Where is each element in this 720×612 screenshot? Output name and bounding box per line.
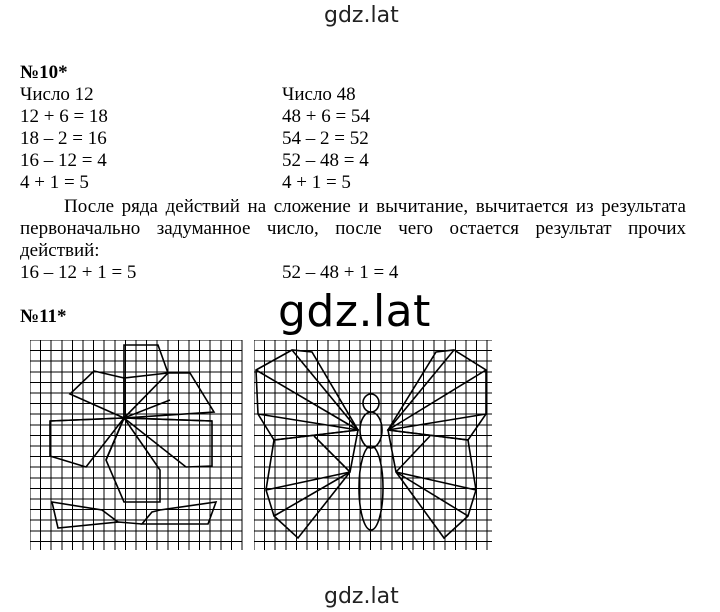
right-line-1: Число 48 <box>282 84 356 105</box>
butterfly-grid-drawing <box>254 340 494 552</box>
left-line-4: 16 – 12 = 4 <box>20 150 107 171</box>
explanation-line-2: первоначально задуманное число, после чего остается результат прочих <box>20 218 686 239</box>
watermark-top: gdz.lat <box>324 3 399 28</box>
watermark-middle: gdz.lat <box>278 286 431 337</box>
task11-heading: №11* <box>20 306 67 327</box>
explanation-line-1: После ряда действий на сложение и вычитание, вычитается из результата <box>64 196 686 217</box>
task10-heading: №10* <box>20 62 68 83</box>
leaf-right <box>142 502 216 524</box>
watermark-bottom: gdz.lat <box>324 584 399 609</box>
left-line-3: 18 – 2 = 16 <box>20 128 107 149</box>
petal-upper-left <box>70 371 124 418</box>
summary-right: 52 – 48 + 1 = 4 <box>282 262 399 283</box>
left-line-1: Число 12 <box>20 84 94 105</box>
flower-grid-drawing <box>30 340 244 552</box>
right-line-2: 48 + 6 = 54 <box>282 106 370 127</box>
petal-upper-right <box>124 373 214 418</box>
right-line-4: 52 – 48 = 4 <box>282 150 369 171</box>
summary-left: 16 – 12 + 1 = 5 <box>20 262 137 283</box>
left-line-2: 12 + 6 = 18 <box>20 106 108 127</box>
explanation-paragraph <box>20 196 686 262</box>
right-line-5: 4 + 1 = 5 <box>282 172 351 193</box>
left-line-5: 4 + 1 = 5 <box>20 172 89 193</box>
explanation-line-3: действий: <box>20 240 100 261</box>
right-line-3: 54 – 2 = 52 <box>282 128 369 149</box>
